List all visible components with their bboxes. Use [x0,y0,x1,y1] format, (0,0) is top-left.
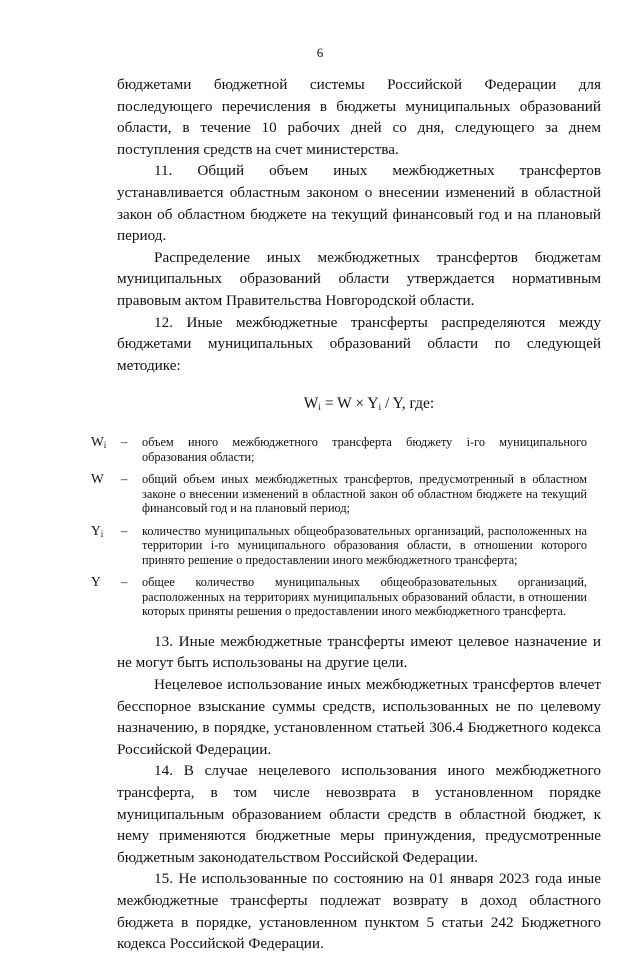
paragraph-14: 14. В случае нецелевого использования иного межбюджетного трансферта, в том числе невозврата в установленном порядке муниципальным образованием области средств в областной бюджет, к нему применяются бюджетные меры принуждения, предусмотренные бюджетным законодательством Российской Федерации. [117,762,601,866]
formula-w: W [303,395,319,413]
definition-dash: – [121,522,128,538]
definition-item [91,435,591,464]
paragraph-12: 12. Иные межбюджетные трансферты распределяются между бюджетами муниципальных образований области по следующей методике: [117,313,601,374]
paragraph-15: 15. Не использованные по состоянию на 01 января 2023 года иные межбюджетные трансферты подлежат возврату в доход областного бюджета в порядке, установленном пунктом 5 статьи 242 Бюджетного кодекса Российской Федерации. [117,870,601,953]
definitions-list [91,435,591,619]
definition-text: объем иного межбюджетного трансферта бюджету i-го муниципального образования области; [142,435,587,464]
paragraph-continuation: бюджетами бюджетной системы Российской Федерации для последующего перечисления в бюджеты муниципальных образований области, в течение 10 рабочих дней со дня, следующего за днем поступления средств на счет министерства. [117,76,601,158]
definition-item [91,575,591,619]
formula-rest: / Y, где: [381,395,435,413]
formula-sub-1: i [318,402,321,413]
definition-item [91,472,591,516]
definition-symbol: Y [91,574,101,590]
formula-eq: = W × Y [320,395,379,413]
definition-symbol: W [91,471,104,487]
paragraph-13: 13. Иные межбюджетные трансферты имеют целевое назначение и не могут быть использованы на другие цели. [117,632,601,672]
formula-sub-2: i [378,402,382,413]
definition-text: общее количество муниципальных общеобразовательных организаций, расположенных на территориях муниципальных образований области, в отношении которых приняты решения о предоставлении иного межбюджетного трансферта. [142,575,587,619]
paragraph-misuse: Нецелевое использование иных межбюджетных трансфертов влечет бесспорное взыскание суммы средств, использованных не по целевому назначению, в порядке, установленном статьей 306.4 Бюджетного кодекса Российской Федерации. [117,676,601,758]
definition-dash: – [121,574,128,590]
definition-item [91,524,591,568]
paragraph-distribution: Распределение иных межбюджетных трансфертов бюджетам муниципальных образований области утверждается нормативным правовым актом Правительства Новгородской области. [117,248,601,309]
formula [117,395,601,413]
definition-dash: – [121,471,128,487]
paragraph-11: 11. Общий объем иных межбюджетных трансфертов устанавливается областным законом о внесении изменений в областной закон об областном бюджете на текущий финансовый год и на плановый период. [117,162,601,245]
document-body [91,74,601,955]
definition-symbol: $W_i$ [91,434,107,451]
definition-text: количество муниципальных общеобразовательных организаций, расположенных на территории i-го муниципального образования области, в отношении которого принято решение о предоставлении иного межбюджетного трансферта; [142,523,587,567]
page-number: 6 [316,45,324,60]
definition-dash: – [121,434,128,450]
definition-text: общий объем иных межбюджетных трансфертов, предусмотренный в областном законе о внесении изменений в областной закон об областном бюджете на текущий финансовый год и на плановый период; [142,472,587,516]
definition-symbol: $Y_i$ [91,522,104,539]
